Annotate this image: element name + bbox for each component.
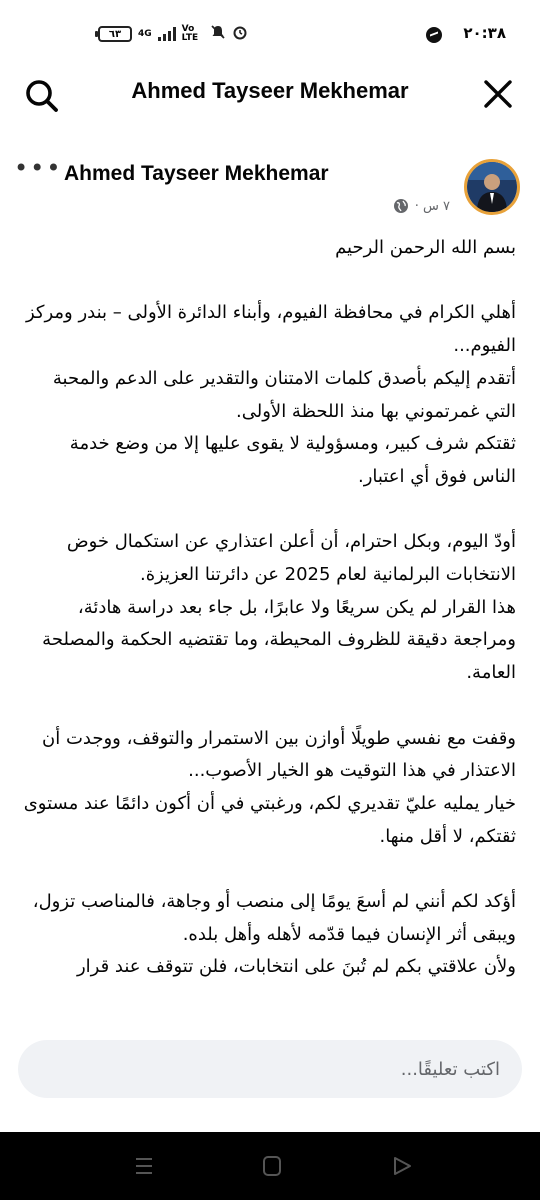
post-line: هذا القرار لم يكن سريعًا ولا عابرًا، بل جاء بعد دراسة هادئة، ومراجعة دقيقة للظروف المحيطة، وما تقتضيه الحكمة والمصلحة العامة. <box>42 596 516 684</box>
paragraph <box>22 723 516 854</box>
paragraph <box>22 886 516 984</box>
globe-icon <box>393 198 409 214</box>
post-author[interactable]: Ahmed Tayseer Mekhemar <box>64 162 329 185</box>
page-title: Ahmed Tayseer Mekhemar <box>131 78 409 103</box>
recent-apps-button[interactable] <box>130 1154 158 1178</box>
post-line: وقفت مع نفسي طويلًا أوازن بين الاستمرار والتوقف، ووجدت أن الاعتذار في هذا التوقيت هو الخيار الأصوب... <box>42 727 516 782</box>
home-button[interactable] <box>258 1154 286 1178</box>
paragraph <box>22 232 516 265</box>
status-bar <box>0 0 540 62</box>
status-icons <box>98 24 248 44</box>
post-line: خيار يمليه عليّ تقديري لكم، ورغبتي في أن أكون دائمًا عند مستوى ثقتكم، لا أقل منها. <box>23 792 516 847</box>
post-time: ٧ س · <box>414 198 450 214</box>
system-nav-bar <box>0 1132 540 1200</box>
recent-apps-icon <box>130 1154 158 1178</box>
clock: ٢٠:٣٨ <box>463 24 506 42</box>
post-line: بسم الله الرحمن الرحيم <box>335 237 516 258</box>
more-icon: ••• <box>14 154 63 182</box>
signal-icon <box>158 27 176 41</box>
network-type: 4G <box>138 28 152 39</box>
more-options-button[interactable] <box>14 154 63 182</box>
close-button[interactable] <box>480 76 516 112</box>
post-line: أؤكد لكم أنني لم أسعَ يومًا إلى منصب أو وجاهة، فالمناصب تزول، ويبقى أثر الإنسان فيما قدّمه لأهله وأهل بلده. <box>32 891 516 945</box>
post-line: أهلي الكرام في محافظة الفيوم، وأبناء الدائرة الأولى – بندر ومركز الفيوم... <box>25 302 516 357</box>
alarm-icon <box>232 24 248 44</box>
paragraph <box>22 526 516 690</box>
post-line: ولأن علاقتي بكم لم تُبنَ على انتخابات، فلن تتوقف عند قرار <box>76 956 516 978</box>
post-body <box>22 232 516 1032</box>
post-line: ثقتكم شرف كبير، ومسؤولية لا يقوى عليها إلا من وضع خدمة الناس فوق أي اعتبار. <box>69 433 516 487</box>
close-icon <box>480 76 516 112</box>
mute-icon <box>210 24 226 44</box>
post-meta <box>393 198 450 214</box>
post-header <box>0 152 540 228</box>
post-line: أتقدم إليكم بأصدق كلمات الامتنان والتقدير على الدعم والمحبة التي غمرتموني بها منذ اللحظة الأولى. <box>52 367 516 422</box>
back-icon <box>388 1154 416 1178</box>
comment-box[interactable] <box>18 1040 522 1098</box>
volte-label: Vo LTE <box>181 24 199 43</box>
battery-icon <box>98 26 132 42</box>
home-icon <box>258 1154 286 1178</box>
paragraph <box>22 297 516 493</box>
post-line: أودّ اليوم، وبكل احترام، أن أعلن اعتذاري عن استكمال خوض الانتخابات البرلمانية لعام 2025 عن دائرتنا العزيزة. <box>66 531 516 585</box>
back-button[interactable] <box>388 1154 416 1178</box>
battery-level: ٦٣ <box>108 28 122 40</box>
comment-input[interactable] <box>18 1040 522 1098</box>
top-header <box>0 62 540 126</box>
messenger-icon <box>426 27 442 43</box>
avatar[interactable] <box>464 159 520 215</box>
